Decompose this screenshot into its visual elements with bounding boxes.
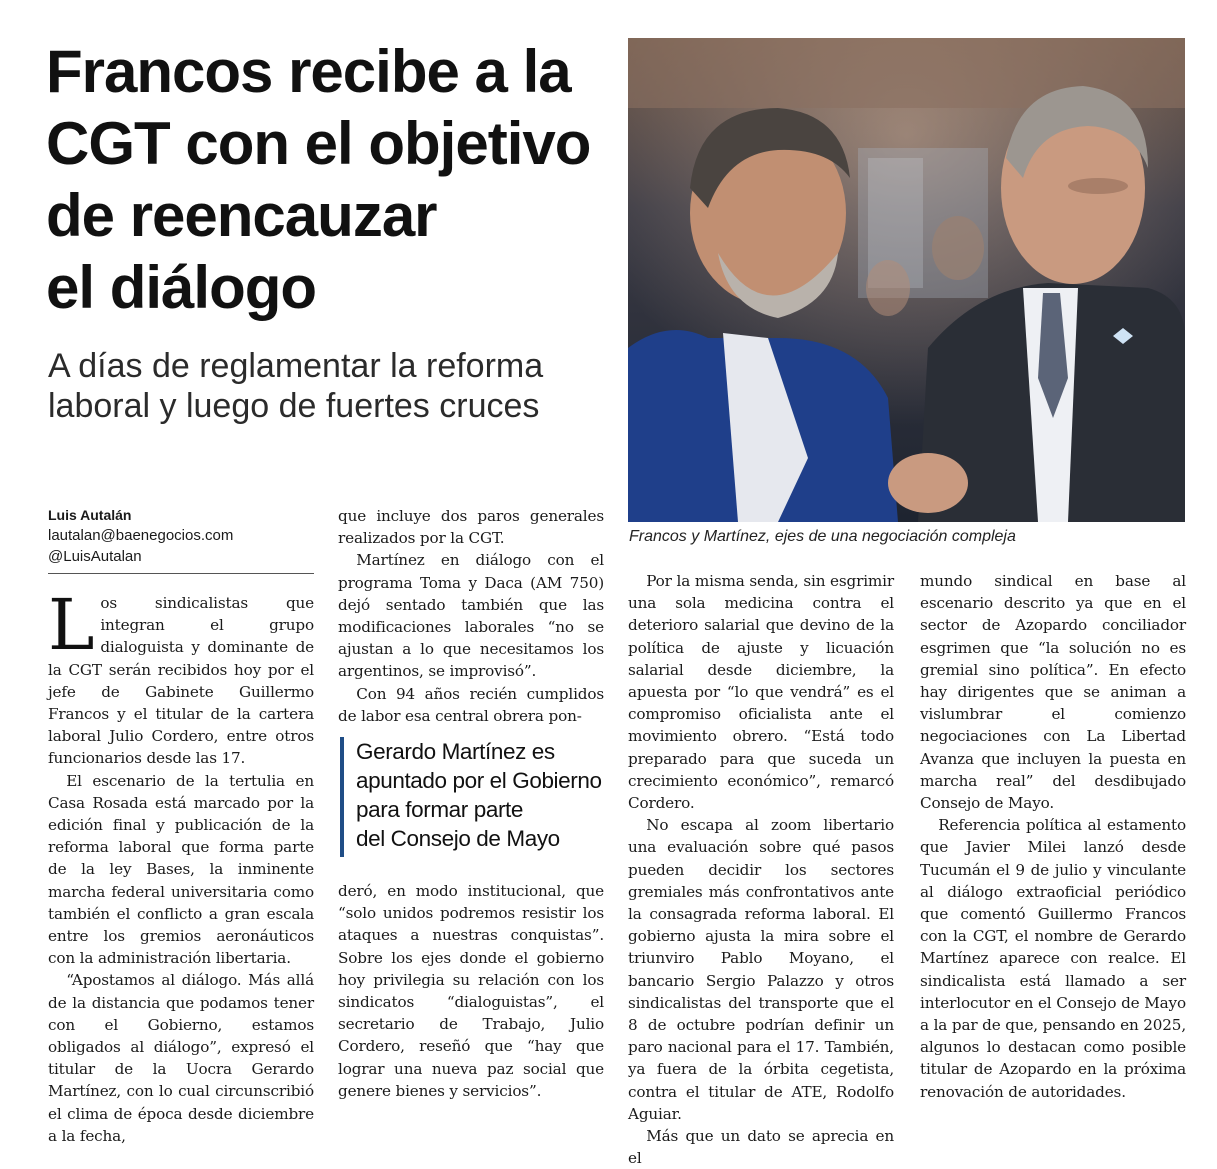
body-column-2-top [338,505,604,727]
author-handle[interactable]: @LuisAutalan [48,548,142,565]
pull-quote-line: apuntado por el Gobierno [356,768,602,793]
body-paragraph: Referencia política al estamento que Javier Milei lanzó desde Tucumán el 9 de julio y vinculante al diálogo extraoficial periódico que comentó Guillermo Francos con la CGT, el nombre de Gerardo Martínez aparece con realce. El sindicalista está llamado a ser interlocutor en el Consejo de Mayo a la par de que, pensando en 2025, algunos lo destacan como posible titular de Azopardo en la próxima renovación de autoridades. [920,816,1186,1101]
pull-quote [340,737,602,857]
body-paragraph: deró, en modo institucional, que “solo unidos podremos resistir los ataques a nuestras conquistas”. Sobre los ejes donde el gobierno hoy privilegia su relación con los sindicatos “dialoguistas”, el secretario de Trabajo, Julio Cordero, reseñó que “hay que lograr una nueva paz social que genere bienes y servicios”. [338,882,604,1100]
author-email[interactable]: lautalan@baenegocios.com [48,527,234,544]
body-paragraph: que incluye dos paros generales realizados por la CGT. [338,507,604,548]
meta-carrier [0,0,1,1]
body-paragraph: Con 94 años recién cumplidos de labor esa central obrera pon- [338,684,604,725]
photo-illustration [628,38,1185,522]
body-paragraph: Los sindicalistas que integran el grupo dialoguista y dominante de la CGT serán recibidos hoy por el jefe de Gabinete Guillermo Francos y el titular de la cartera laboral Julio Cordero, entre otros funcionarios desde las 17. [48,584,314,768]
body-column-4 [920,570,1186,1103]
drop-cap: L [48,584,95,666]
headline-line: el diálogo [46,254,317,321]
headline-line: CGT con el objetivo [46,110,591,177]
body-column-1 [48,584,314,1147]
body-paragraph: No escapa al zoom libertario una evaluación sobre qué pasos pueden decidir los sectores gremiales más confrontativos ante la consagrada reforma laboral. El gobierno ajusta la mira sobre el triunviro Pablo Moyano, el bancario Sergio Palazzo y otros sindicalistas del transporte que el 8 de octubre podrían definir un paro nacional para el 17. También, ya fuera de la órbita cegetista, contra el titular de ATE, Rodolfo Aguiar. [628,816,894,1123]
headline-line: de reencauzar [46,182,437,249]
subheadline-line: A días de reglamentar la reforma [48,347,544,385]
pull-quote-line: del Consejo de Mayo [356,826,560,851]
subheadline [48,346,608,426]
byline [48,505,314,574]
body-column-2-bottom [338,880,604,1102]
headline-line: Francos recibe a la [46,38,571,105]
byline-divider [48,573,314,574]
body-paragraph: Más que un dato se aprecia en el [628,1127,894,1168]
photo-caption: Francos y Martínez, ejes de una negociación compleja [629,528,1016,545]
body-paragraph: mundo sindical en base al escenario descrito ya que en el sector de Azopardo conciliador esgrimen que “la solución no es gremial sino política”. En efecto hay dirigentes que se animan a vislumbrar el comienzo negociaciones con La Libertad Avanza que incluyen la puesta en marcha real” del desdibujado Consejo de Mayo. [920,572,1186,813]
author-name: Luis Autalán [48,507,132,523]
body-paragraph: Martínez en diálogo con el programa Toma y Daca (AM 750) dejó sentado también que las modificaciones laborales “no se ajustan a lo que necesitamos los argentinos, se improvisó”. [338,551,604,681]
headline [46,36,606,324]
body-paragraph: Por la misma senda, sin esgrimir una sola medicina contra el deterioro salarial que devino de la política de ajuste y licuación salarial desde diciembre, la apuesta por “lo que vendrá” es el compromiso oficialista ante el movimiento obrero. “Está todo preparado para que suceda un crecimiento económico”, remarcó Cordero. [628,572,894,813]
body-paragraph: “Apostamos al diálogo. Más allá de la distancia que podamos tener con el Gobierno, estamos obligados al diálogo”, expresó el titular de la Uocra Gerardo Martínez, con lo cual circunscribió el clima de época desde diciembre a la fecha, [48,971,314,1145]
article-photo [628,38,1185,522]
subheadline-line: laboral y luego de fuertes cruces [48,387,540,425]
body-paragraph: El escenario de la tertulia en Casa Rosada está marcado por la edición final y publicación de la reforma laboral que forma parte de la ley Bases, la inminente marcha federal universitaria como también el conflicto a gran escala entre los gremios aeronáuticos con la administración libertaria. [48,771,314,968]
pull-quote-line: Gerardo Martínez es [356,739,555,764]
pull-quote-line: para formar parte [356,797,524,822]
body-column-3 [628,570,894,1169]
